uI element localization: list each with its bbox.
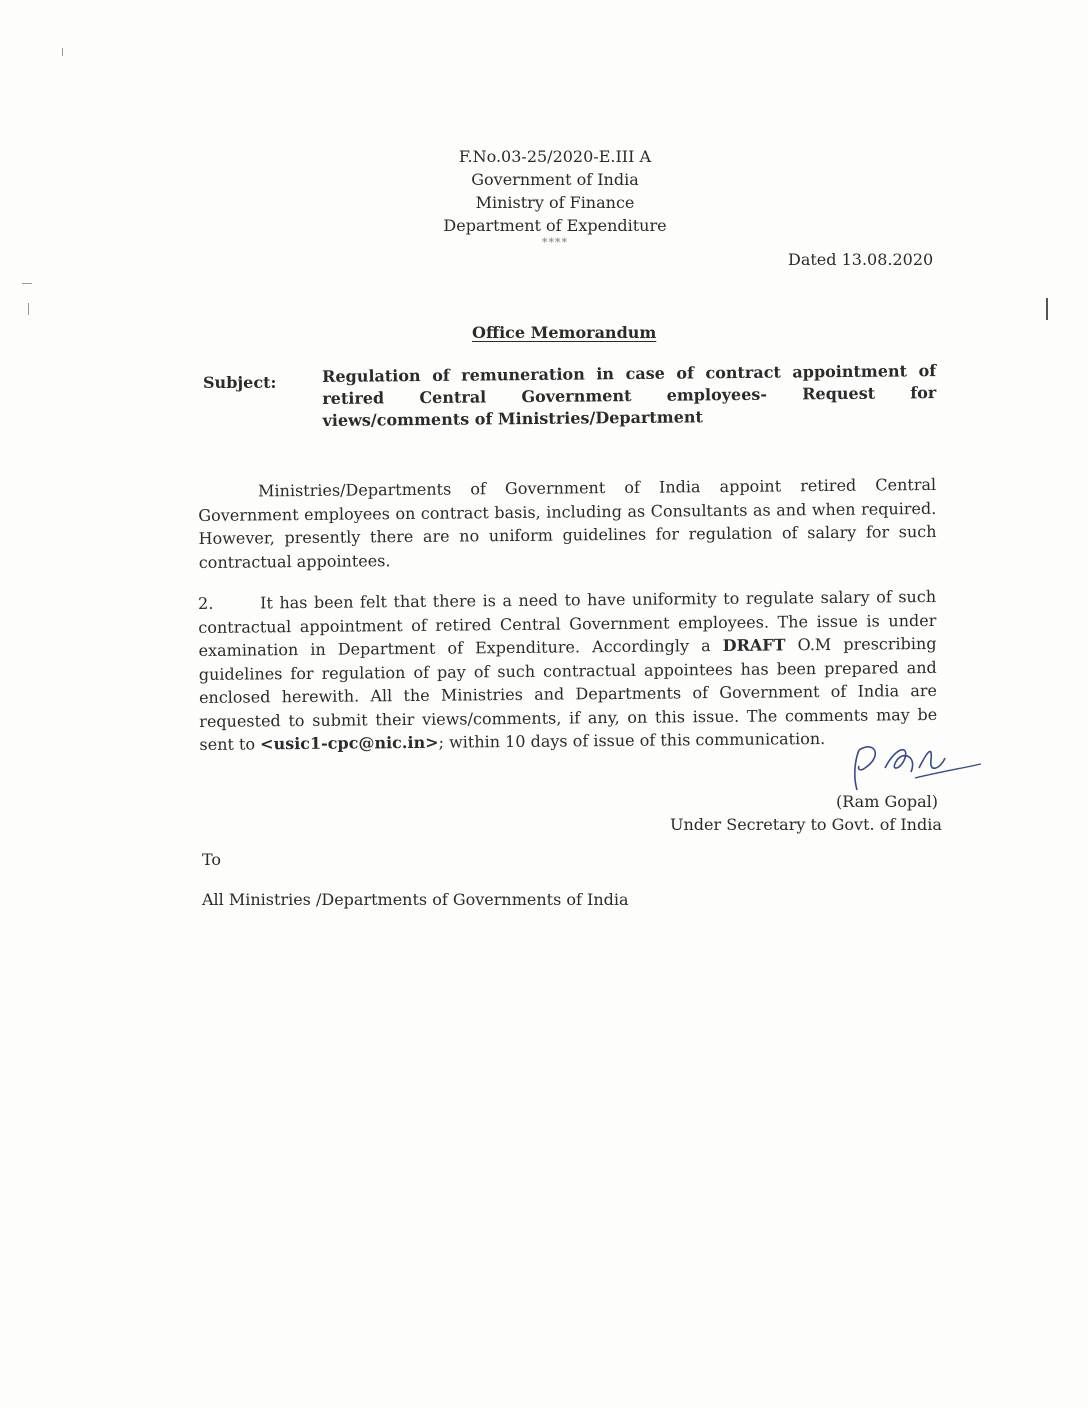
file-number: F.No.03-25/2020-E.III A (458, 147, 652, 166)
scan-mark (22, 283, 32, 284)
subject-label: Subject: (203, 373, 277, 392)
signatory-designation: Under Secretary to Govt. of India (670, 815, 942, 834)
draft-emphasis: DRAFT (722, 635, 786, 655)
letterhead (420, 145, 690, 249)
paragraph-number: 2. (198, 593, 214, 613)
paragraph-2 (198, 585, 938, 757)
handwritten-signature (845, 738, 985, 798)
date-line: Dated 13.08.2020 (788, 250, 934, 269)
email-address: <usic1-cpc@nic.in> (260, 732, 439, 754)
subject-text: Regulation of remuneration in case of contract appointment of retired Central Government employees- Request for views/comments of Ministries/Department (322, 361, 937, 430)
scan-mark (1046, 298, 1048, 320)
scan-mark (28, 303, 29, 315)
department-name: Department of Expenditure (443, 216, 667, 235)
ministry-name: Ministry of Finance (475, 193, 635, 212)
scan-mark (62, 48, 63, 56)
paragraph-2-text-a: It has been felt that there is a need to have uniformity to regulate salary of such contractual appointment of retired Central Government employees. The issue is under examination in Department of Expenditure. Accordingly a (198, 586, 937, 660)
signatory-name: (Ram Gopal) (836, 792, 939, 811)
separator: **** (542, 236, 568, 249)
to-label: To (202, 850, 222, 869)
document-title: Office Memorandum (472, 323, 657, 342)
government-name: Government of India (471, 170, 639, 189)
recipient: All Ministries /Departments of Governments of India (202, 890, 629, 909)
paragraph-2-text-b: O.M prescribing guidelines for regulation of pay of such contractual appointees has been prepared and enclosed herewith. All the Ministries and Departments of Government of India are requested to submit their views/comments, if any, on this issue. The comments may be sent to (198, 633, 938, 754)
paragraph-1: Ministries/Departments of Government of India appoint retired Central Government employees on contract basis, including as Consultants as and when required. However, presently there are no uniform guidelines for regulation of salary for such contractual appointees. (198, 474, 937, 572)
paragraph-2-text-c: ; within 10 days of issue of this communication. (438, 728, 826, 752)
